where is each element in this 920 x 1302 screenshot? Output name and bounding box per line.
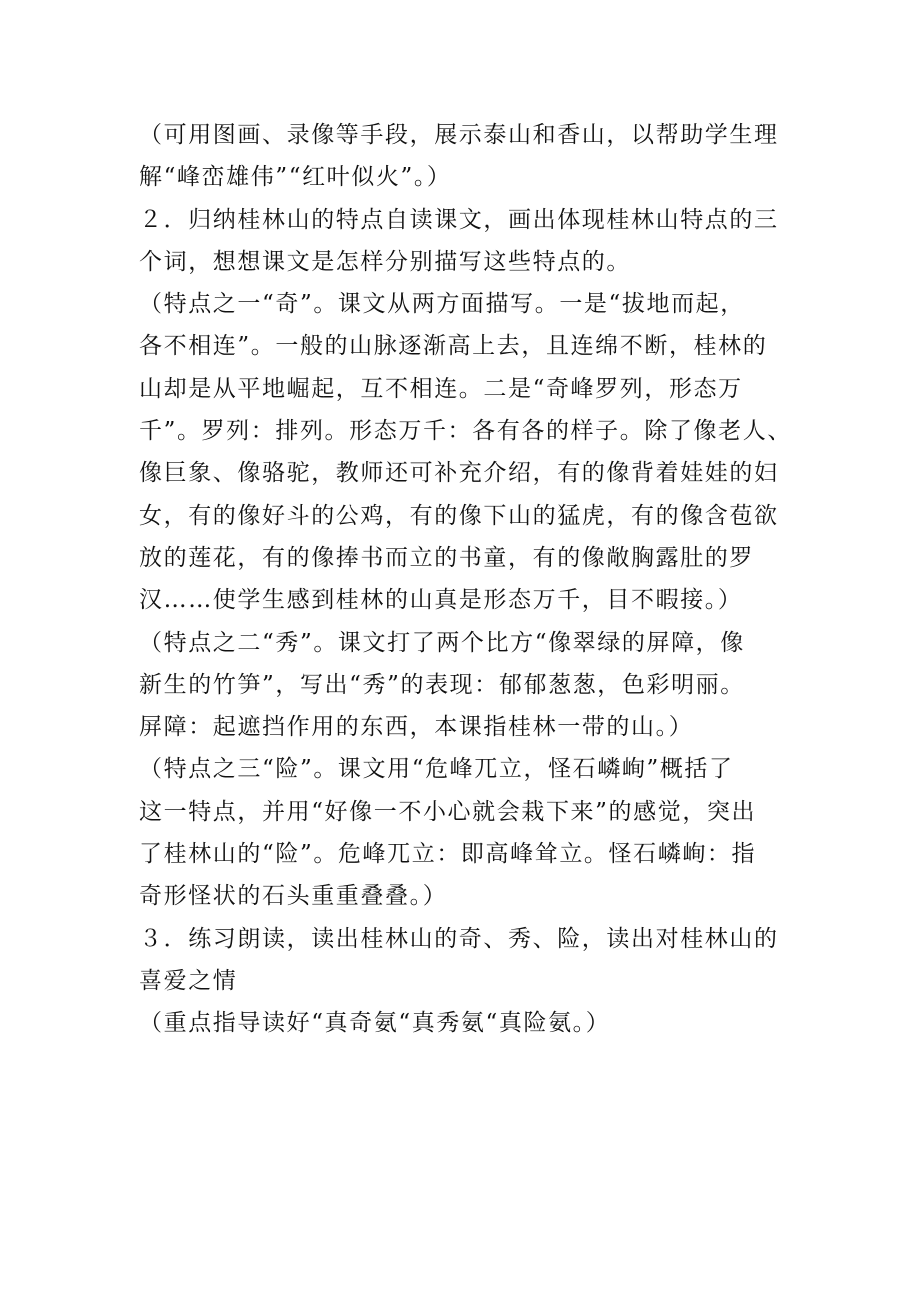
- feature-3-line: 了桂林山的“险”。危峰兀立：即高峰耸立。怪石嶙峋：指: [139, 841, 757, 868]
- feature-2-line: （特点之二“秀”。课文打了两个比方“像翠绿的屏障，像: [139, 629, 745, 656]
- list-item-3-line: 喜爱之情: [139, 967, 238, 994]
- paragraph-line: 解“峰峦雄伟”“红叶似火”。）: [139, 164, 452, 191]
- list-item-2-line: ２．归纳桂林山的特点自读课文，画出体现桂林山特点的三: [139, 206, 779, 233]
- feature-2-line: 新生的竹笋”，写出“秀”的表现：郁郁葱葱，色彩明丽。: [139, 671, 745, 698]
- list-item-3-line: ３．练习朗读，读出桂林山的奇、秀、险，读出对桂林山的: [139, 925, 779, 952]
- feature-1-line: 各不相连”。一般的山脉逐渐高上去，且连绵不断，桂林的: [139, 333, 768, 360]
- feature-3-line: （特点之三“险”。课文用“危峰兀立，怪石嶙峋”概括了: [139, 756, 734, 783]
- list-item-2-line: 个词，想想课文是怎样分别描写这些特点的。: [139, 248, 631, 275]
- feature-3-line: 奇形怪状的石头重重叠叠。）: [139, 883, 448, 910]
- feature-3-line: 这一特点，并用“好像一不小心就会栽下来”的感觉，突出: [139, 798, 757, 825]
- feature-1-line: 像巨象、像骆驼，教师还可补充介绍，有的像背着娃娃的妇: [139, 460, 779, 487]
- feature-2-line: 屏障：起遮挡作用的东西，本课指桂林一带的山。）: [139, 714, 694, 741]
- feature-1-line: 汉……使学生感到桂林的山真是形态万千，目不暇接。）: [139, 587, 743, 614]
- reading-guidance-line: （重点指导读好“真奇氨“真秀氨“真险氨。）: [139, 1010, 611, 1037]
- feature-1-line: 千”。罗列：排列。形态万千：各有各的样子。除了像老人、: [139, 418, 792, 445]
- feature-1-line: 女，有的像好斗的公鸡，有的像下山的猛虎，有的像含苞欲: [139, 502, 779, 529]
- feature-1-line: 放的莲花，有的像捧书而立的书童，有的像敞胸露肚的罗: [139, 544, 754, 571]
- feature-1-line: 山却是从平地崛起，互不相连。二是“奇峰罗列，形态万: [139, 375, 743, 402]
- paragraph-line: （可用图画、录像等手段，展示泰山和香山，以帮助学生理: [139, 122, 779, 148]
- feature-1-line: （特点之一“奇”。课文从两方面描写。一是“拔地而起，: [139, 291, 745, 318]
- document-page: [139, 114, 792, 1045]
